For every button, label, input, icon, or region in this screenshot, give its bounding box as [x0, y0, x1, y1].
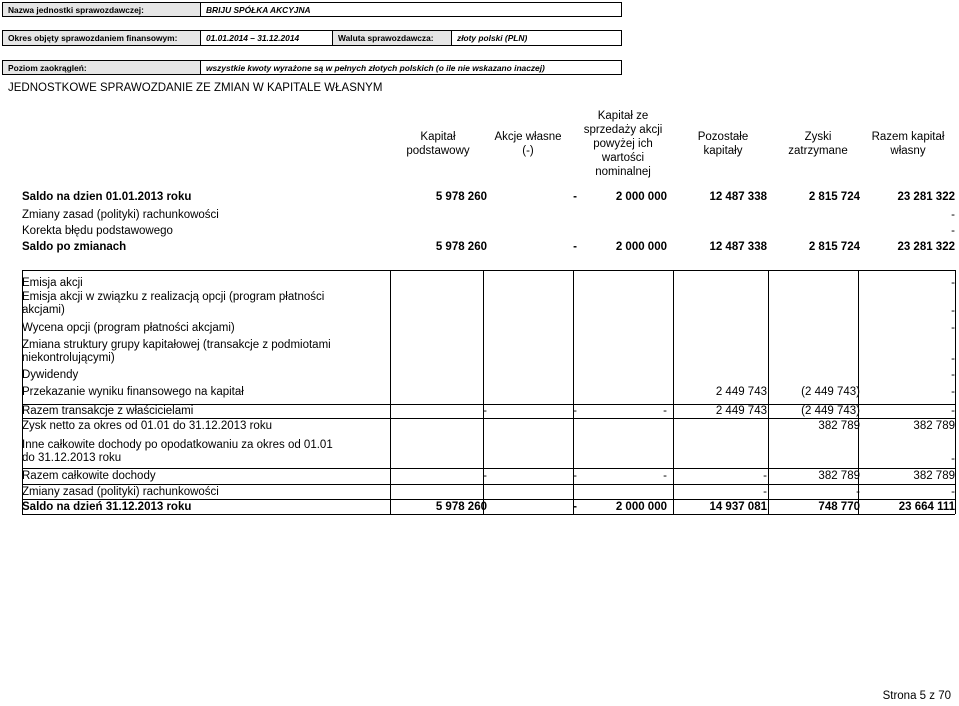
- cell-value: 382 789: [818, 420, 860, 432]
- row-label: Przekazanie wyniku finansowego na kapitał: [22, 386, 244, 398]
- cell-value: -: [573, 405, 577, 417]
- cell-value: 2 000 000: [615, 241, 667, 253]
- col-header-6: Razem kapitał własny: [871, 131, 945, 157]
- currency-value: złoty polski (PLN): [451, 31, 621, 45]
- cell-value: -: [951, 305, 955, 317]
- row-label: Emisja akcji w związku z realizacją opcji (program płatności akcjami): [22, 291, 325, 316]
- col-header-2: Akcje własne (-): [494, 131, 562, 157]
- cell-value: 2 000 000: [615, 501, 667, 513]
- info-header-row-2: [2, 30, 622, 46]
- row-label: Zmiany zasad (polityki) rachunkowości: [22, 209, 219, 221]
- report-title: JEDNOSTKOWE SPRAWOZDANIE ZE ZMIAN W KAPITALE WŁASNYM: [8, 82, 383, 94]
- info-header-row-1: [2, 2, 622, 17]
- table-row: [22, 486, 955, 500]
- cell-value: -: [951, 322, 955, 334]
- cell-value: -: [663, 470, 667, 482]
- cell-value: -: [483, 470, 487, 482]
- cell-value: 2 449 743: [715, 386, 767, 398]
- col-header-3: Kapitał ze sprzedaży akcji powyżej ich wartości nominalnej: [583, 110, 663, 178]
- section2-top-line: [22, 270, 955, 271]
- row-label: Dywidendy: [22, 369, 79, 381]
- cell-value: 5 978 260: [435, 191, 487, 203]
- reporter-label: Nazwa jednostki sprawozdawczej:: [8, 4, 144, 15]
- row-label: Saldo po zmianach: [22, 241, 127, 253]
- rounding-value: wszystkie kwoty wyrażone są w pełnych złotych polskich (o ile nie wskazano inaczej): [200, 61, 621, 74]
- table-row: [22, 439, 955, 467]
- col-header-4: Pozostałe kapitały: [697, 131, 749, 157]
- table-row: [22, 386, 955, 400]
- cell-value: 14 937 081: [709, 501, 767, 513]
- col-header-1: Kapitał podstawowy: [406, 131, 470, 157]
- cell-value: -: [856, 486, 860, 498]
- period-value: 01.01.2014 – 31.12.2014: [200, 31, 332, 45]
- col-divider: [955, 270, 956, 514]
- table-row: [22, 225, 955, 239]
- row-line: [22, 484, 955, 485]
- cell-value: -: [951, 453, 955, 465]
- cell-value: 5 978 260: [435, 241, 487, 253]
- cell-value: 2 000 000: [615, 191, 667, 203]
- table-row: [22, 241, 955, 255]
- table-row: [22, 420, 955, 434]
- row-label: Zmiana struktury grupy kapitałowej (transakcje z podmiotami niekontrolującymi): [22, 339, 331, 364]
- row-label: Zmiany zasad (polityki) rachunkowości: [22, 486, 219, 498]
- row-label: Razem całkowite dochody: [22, 470, 156, 482]
- cell-value: -: [763, 470, 767, 482]
- page-number-text: Strona 5 z 70: [882, 690, 951, 702]
- cell-value: 5 978 260: [435, 501, 487, 513]
- info-header-row-3: [2, 60, 622, 75]
- cell-value: 23 281 322: [897, 241, 955, 253]
- row-label: Saldo na dzień 31.12.2013 roku: [22, 501, 192, 513]
- cell-value: 382 789: [913, 470, 955, 482]
- table-row: [22, 405, 955, 419]
- cell-value: -: [951, 369, 955, 381]
- currency-label: Waluta sprawozdawcza:: [332, 31, 451, 45]
- row-label: Korekta błędu podstawowego: [22, 225, 173, 237]
- reporter-value: BRIJU SPÓŁKA AKCYJNA: [200, 3, 621, 16]
- cell-value: -: [763, 486, 767, 498]
- cell-value: 23 281 322: [897, 191, 955, 203]
- cell-value: 2 815 724: [808, 241, 860, 253]
- row-label: Saldo na dzien 01.01.2013 roku: [22, 191, 192, 203]
- table-row: [22, 339, 955, 367]
- row-label: Zysk netto za okres od 01.01 do 31.12.2013 roku: [22, 420, 272, 432]
- cell-value: -: [663, 405, 667, 417]
- table-row: [22, 470, 955, 484]
- cell-value: -: [951, 386, 955, 398]
- cell-value: -: [573, 470, 577, 482]
- rounding-label: Poziom zaokrągleń:: [8, 62, 87, 73]
- table-row: [22, 501, 955, 515]
- cell-value: (2 449 743): [801, 405, 860, 417]
- cell-value: -: [483, 405, 487, 417]
- table-row: [22, 291, 955, 319]
- cell-value: 748 770: [818, 501, 860, 513]
- table-row: [22, 277, 955, 291]
- table-row: [22, 191, 955, 205]
- cell-value: (2 449 743): [801, 386, 860, 398]
- period-label: Okres objęty sprawozdaniem finansowym:: [8, 33, 178, 43]
- cell-value: -: [573, 241, 577, 253]
- col-header-5: Zyski zatrzymane: [788, 131, 848, 157]
- cell-value: 23 664 111: [898, 501, 955, 513]
- row-line: [22, 468, 955, 469]
- cell-value: 382 789: [818, 470, 860, 482]
- row-label: Razem transakcje z właścicielami: [22, 405, 194, 417]
- table-row: [22, 322, 955, 336]
- table-row: [22, 209, 955, 223]
- cell-value: -: [573, 501, 577, 513]
- cell-value: -: [573, 191, 577, 203]
- cell-value: 382 789: [913, 420, 955, 432]
- cell-value: -: [951, 225, 955, 237]
- cell-value: -: [951, 486, 955, 498]
- row-label: Inne całkowite dochody po opodatkowaniu za okres od 01.01 do 31.12.2013 roku: [22, 439, 333, 464]
- page-number: [883, 690, 951, 702]
- table-row: [22, 369, 955, 383]
- cell-value: 2 815 724: [808, 191, 860, 203]
- cell-value: -: [951, 405, 955, 417]
- row-label: Wycena opcji (program płatności akcjami): [22, 322, 235, 334]
- cell-value: -: [951, 209, 955, 221]
- cell-value: 12 487 338: [709, 241, 767, 253]
- row-label: Emisja akcji: [22, 277, 83, 289]
- cell-value: -: [951, 353, 955, 365]
- cell-value: 2 449 743: [715, 405, 767, 417]
- cell-value: -: [951, 277, 955, 289]
- cell-value: 12 487 338: [709, 191, 767, 203]
